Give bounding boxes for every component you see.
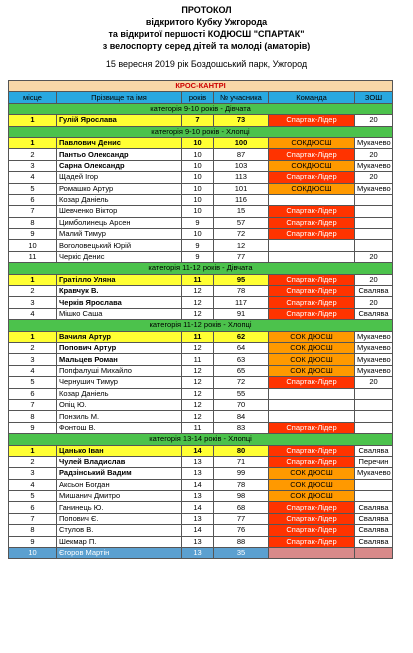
place-cell: 7: [9, 513, 57, 524]
school-cell: Мукачево: [355, 137, 393, 148]
place-cell: 8: [9, 525, 57, 536]
number-cell: 77: [214, 251, 269, 262]
name-cell: Мішко Саша: [57, 308, 182, 319]
team-cell: Спартак-Лідер: [269, 297, 355, 308]
number-cell: 72: [214, 377, 269, 388]
place-cell: 5: [9, 377, 57, 388]
table-row: [9, 206, 393, 217]
school-cell: [355, 388, 393, 399]
name-cell: Радзінський Вадим: [57, 468, 182, 479]
name-cell: Козар Даніель: [57, 194, 182, 205]
name-cell: Черкіс Денис: [57, 251, 182, 262]
place-cell: 1: [9, 137, 57, 148]
number-cell: 80: [214, 445, 269, 456]
name-cell: Мальцев Роман: [57, 354, 182, 365]
number-cell: 88: [214, 536, 269, 547]
name-cell: Аксьон Богдан: [57, 479, 182, 490]
age-cell: 13: [182, 536, 214, 547]
number-cell: 99: [214, 468, 269, 479]
age-cell: 9: [182, 217, 214, 228]
place-cell: 1: [9, 331, 57, 342]
school-cell: Свалява: [355, 308, 393, 319]
name-cell: Ганинець Ю.: [57, 502, 182, 513]
place-cell: 4: [9, 308, 57, 319]
place-cell: 4: [9, 479, 57, 490]
name-cell: Фонтош В.: [57, 422, 182, 433]
place-cell: 3: [9, 297, 57, 308]
place-cell: 10: [9, 548, 57, 559]
number-cell: 101: [214, 183, 269, 194]
school-cell: Мукачево: [355, 160, 393, 171]
number-cell: 55: [214, 388, 269, 399]
school-cell: Свалява: [355, 445, 393, 456]
name-cell: Ромашко Артур: [57, 183, 182, 194]
place-cell: 2: [9, 286, 57, 297]
table-row: [9, 172, 393, 183]
name-cell: Гратілло Уляна: [57, 274, 182, 285]
age-cell: 12: [182, 297, 214, 308]
school-cell: [355, 479, 393, 490]
table-row: [9, 160, 393, 171]
number-cell: 65: [214, 365, 269, 376]
name-cell: Стулов В.: [57, 525, 182, 536]
school-cell: [355, 206, 393, 217]
team-cell: Спартак-Лідер: [269, 456, 355, 467]
number-cell: 87: [214, 149, 269, 160]
name-cell: Чернушич Тимур: [57, 377, 182, 388]
number-cell: 76: [214, 525, 269, 536]
place-cell: 7: [9, 399, 57, 410]
age-cell: 11: [182, 274, 214, 285]
age-cell: 9: [182, 251, 214, 262]
school-cell: 20: [355, 149, 393, 160]
category-title: категорія 11-12 років - Дівчата: [9, 263, 393, 274]
school-cell: [355, 194, 393, 205]
team-cell: Спартак-Лідер: [269, 206, 355, 217]
school-cell: Свалява: [355, 525, 393, 536]
number-cell: 78: [214, 479, 269, 490]
place-cell: 3: [9, 160, 57, 171]
table-row: [9, 491, 393, 502]
age-cell: 12: [182, 286, 214, 297]
name-cell: Мишанич Дмитро: [57, 491, 182, 502]
name-cell: Павлович Денис: [57, 137, 182, 148]
table-row: [9, 513, 393, 524]
protocol-title: ПРОТОКОЛ: [181, 5, 232, 15]
number-cell: 63: [214, 354, 269, 365]
results-table: [8, 80, 393, 559]
table-row: [9, 399, 393, 410]
number-cell: 84: [214, 411, 269, 422]
age-cell: 12: [182, 377, 214, 388]
school-cell: 20: [355, 297, 393, 308]
age-cell: 9: [182, 240, 214, 251]
team-cell: [269, 399, 355, 410]
name-cell: Попович Є.: [57, 513, 182, 524]
age-cell: 14: [182, 479, 214, 490]
number-cell: 68: [214, 502, 269, 513]
number-cell: 78: [214, 286, 269, 297]
place-cell: 3: [9, 354, 57, 365]
team-cell: Спартак-Лідер: [269, 445, 355, 456]
category-row: [9, 263, 393, 274]
age-cell: 12: [182, 365, 214, 376]
age-cell: 12: [182, 342, 214, 353]
table-row: [9, 548, 393, 559]
team-cell: Спартак-Лідер: [269, 502, 355, 513]
school-cell: Свалява: [355, 286, 393, 297]
school-cell: Мукачево: [355, 183, 393, 194]
table-row: [9, 536, 393, 547]
age-cell: 11: [182, 422, 214, 433]
place-cell: 11: [9, 251, 57, 262]
table-row: [9, 456, 393, 467]
number-cell: 103: [214, 160, 269, 171]
table-row: [9, 331, 393, 342]
team-cell: Спартак-Лідер: [269, 308, 355, 319]
number-cell: 64: [214, 342, 269, 353]
table-row: [9, 137, 393, 148]
name-cell: Чулей Владислав: [57, 456, 182, 467]
age-cell: 10: [182, 149, 214, 160]
category-title: категорія 11-12 років - Хлопці: [9, 320, 393, 331]
table-row: [9, 229, 393, 240]
school-cell: [355, 217, 393, 228]
table-row: [9, 194, 393, 205]
school-cell: 20: [355, 377, 393, 388]
school-cell: Мукачево: [355, 342, 393, 353]
category-title: категорія 9-10 років - Хлопці: [9, 126, 393, 137]
school-cell: [355, 240, 393, 251]
col-header-school: ЗОШ: [355, 92, 393, 103]
age-cell: 13: [182, 491, 214, 502]
name-cell: Сарна Олександр: [57, 160, 182, 171]
age-cell: 10: [182, 183, 214, 194]
table-row: [9, 308, 393, 319]
place-cell: 6: [9, 194, 57, 205]
place-cell: 10: [9, 240, 57, 251]
place-cell: 9: [9, 536, 57, 547]
name-cell: Понзиль М.: [57, 411, 182, 422]
table-row: [9, 217, 393, 228]
name-cell: Кравчук В.: [57, 286, 182, 297]
table-row: [9, 377, 393, 388]
team-cell: [269, 548, 355, 559]
team-cell: Спартак-Лідер: [269, 115, 355, 126]
table-row: [9, 388, 393, 399]
category-row: [9, 434, 393, 445]
place-cell: 1: [9, 274, 57, 285]
place-cell: 5: [9, 491, 57, 502]
age-cell: 10: [182, 229, 214, 240]
team-cell: Спартак-Лідер: [269, 217, 355, 228]
team-cell: Спартак-Лідер: [269, 536, 355, 547]
place-cell: 6: [9, 502, 57, 513]
age-cell: 12: [182, 399, 214, 410]
name-cell: Пантьо Олександр: [57, 149, 182, 160]
age-cell: 13: [182, 513, 214, 524]
table-row: [9, 251, 393, 262]
team-cell: Спартак-Лідер: [269, 525, 355, 536]
table-row: [9, 240, 393, 251]
col-header-place: місце: [9, 92, 57, 103]
age-cell: 13: [182, 548, 214, 559]
place-cell: 6: [9, 388, 57, 399]
table-row: [9, 274, 393, 285]
name-cell: Єгоров Мартін: [57, 548, 182, 559]
number-cell: 62: [214, 331, 269, 342]
age-cell: 10: [182, 206, 214, 217]
name-cell: Козар Даніель: [57, 388, 182, 399]
name-cell: Воголовецький Юрій: [57, 240, 182, 251]
name-cell: Вачиля Артур: [57, 331, 182, 342]
table-row: [9, 183, 393, 194]
age-cell: 13: [182, 468, 214, 479]
place-cell: 2: [9, 456, 57, 467]
team-cell: Спартак-Лідер: [269, 172, 355, 183]
school-cell: [355, 399, 393, 410]
team-cell: [269, 411, 355, 422]
number-cell: 91: [214, 308, 269, 319]
team-cell: Спартак-Лідер: [269, 377, 355, 388]
place-cell: 3: [9, 468, 57, 479]
team-cell: Спартак-Лідер: [269, 229, 355, 240]
category-row: [9, 103, 393, 114]
number-cell: 77: [214, 513, 269, 524]
number-cell: 12: [214, 240, 269, 251]
school-cell: Свалява: [355, 502, 393, 513]
number-cell: 15: [214, 206, 269, 217]
protocol-date-location: 15 вересня 2019 рік Боздошський парк, Ужгород: [105, 59, 308, 69]
school-cell: [355, 422, 393, 433]
number-cell: 95: [214, 274, 269, 285]
team-cell: [269, 240, 355, 251]
name-cell: Шевченко Віктор: [57, 206, 182, 217]
name-cell: Черків Ярослава: [57, 297, 182, 308]
age-cell: 14: [182, 502, 214, 513]
name-cell: Малий Тимур: [57, 229, 182, 240]
school-cell: Мукачево: [355, 354, 393, 365]
table-row: [9, 422, 393, 433]
team-cell: Спартак-Лідер: [269, 513, 355, 524]
table-row: [9, 468, 393, 479]
school-cell: 20: [355, 172, 393, 183]
protocol-subtitle-cup: відкритого Кубку Ужгорода: [145, 17, 268, 27]
place-cell: 8: [9, 411, 57, 422]
age-cell: 10: [182, 137, 214, 148]
number-cell: 98: [214, 491, 269, 502]
team-cell: [269, 194, 355, 205]
place-cell: 2: [9, 149, 57, 160]
school-cell: 20: [355, 251, 393, 262]
school-cell: Свалява: [355, 513, 393, 524]
table-row: [9, 115, 393, 126]
age-cell: 10: [182, 160, 214, 171]
school-cell: Мукачево: [355, 468, 393, 479]
number-cell: 73: [214, 115, 269, 126]
age-cell: 14: [182, 445, 214, 456]
table-row: [9, 445, 393, 456]
team-cell: СОК ДЮСШ: [269, 491, 355, 502]
age-cell: 11: [182, 331, 214, 342]
col-header-name: Прізвище та імя: [57, 92, 182, 103]
number-cell: 72: [214, 229, 269, 240]
number-cell: 113: [214, 172, 269, 183]
age-cell: 11: [182, 354, 214, 365]
column-header-row: [9, 92, 393, 103]
age-cell: 12: [182, 411, 214, 422]
name-cell: Щадей Ігор: [57, 172, 182, 183]
table-row: [9, 354, 393, 365]
name-cell: Попфалуші Михайло: [57, 365, 182, 376]
col-header-team: Команда: [269, 92, 355, 103]
number-cell: 57: [214, 217, 269, 228]
name-cell: Гулій Ярослава: [57, 115, 182, 126]
team-cell: [269, 251, 355, 262]
table-row: [9, 502, 393, 513]
col-header-age: років: [182, 92, 214, 103]
name-cell: Попович Артур: [57, 342, 182, 353]
team-cell: СОК ДЮСШ: [269, 342, 355, 353]
protocol-subtitle-discipline: з велоспорту серед дітей та молоді (аматорів): [102, 41, 311, 51]
team-cell: СОК ДЮСШ: [269, 468, 355, 479]
place-cell: 2: [9, 342, 57, 353]
age-cell: 13: [182, 456, 214, 467]
protocol-subtitle-championship: та відкритої першості КОДЮСШ "СПАРТАК": [108, 29, 305, 39]
age-cell: 10: [182, 172, 214, 183]
school-cell: Перечин: [355, 456, 393, 467]
table-row: [9, 286, 393, 297]
school-cell: Мукачево: [355, 331, 393, 342]
place-cell: 5: [9, 183, 57, 194]
team-cell: СОКДЮСШ: [269, 183, 355, 194]
name-cell: Опіц Ю.: [57, 399, 182, 410]
table-row: [9, 525, 393, 536]
team-cell: Спартак-Лідер: [269, 274, 355, 285]
team-cell: СОК ДЮСШ: [269, 479, 355, 490]
school-cell: [355, 491, 393, 502]
team-cell: Спартак-Лідер: [269, 422, 355, 433]
team-cell: СОК ДЮСШ: [269, 354, 355, 365]
age-cell: 12: [182, 308, 214, 319]
team-cell: Спартак-Лідер: [269, 286, 355, 297]
place-cell: 9: [9, 229, 57, 240]
school-cell: Свалява: [355, 536, 393, 547]
number-cell: 83: [214, 422, 269, 433]
team-cell: Спартак-Лідер: [269, 149, 355, 160]
place-cell: 7: [9, 206, 57, 217]
age-cell: 12: [182, 388, 214, 399]
name-cell: Шекмар П.: [57, 536, 182, 547]
place-cell: 9: [9, 422, 57, 433]
table-row: [9, 149, 393, 160]
category-title: категорія 13-14 років - Хлопці: [9, 434, 393, 445]
age-cell: 7: [182, 115, 214, 126]
number-cell: 70: [214, 399, 269, 410]
table-row: [9, 342, 393, 353]
place-cell: 1: [9, 445, 57, 456]
category-row: [9, 126, 393, 137]
team-cell: СОК ДЮСШ: [269, 331, 355, 342]
number-cell: 35: [214, 548, 269, 559]
place-cell: 1: [9, 115, 57, 126]
place-cell: 4: [9, 365, 57, 376]
team-cell: [269, 388, 355, 399]
number-cell: 117: [214, 297, 269, 308]
school-cell: 20: [355, 274, 393, 285]
place-cell: 8: [9, 217, 57, 228]
school-cell: [355, 411, 393, 422]
category-title: категорія 9-10 років - Дівчата: [9, 103, 393, 114]
number-cell: 71: [214, 456, 269, 467]
school-cell: 20: [355, 115, 393, 126]
category-row: [9, 320, 393, 331]
school-cell: [355, 229, 393, 240]
table-row: [9, 297, 393, 308]
table-title-row: [9, 81, 393, 92]
number-cell: 116: [214, 194, 269, 205]
team-cell: СОКДЮСШ: [269, 137, 355, 148]
name-cell: Цимболинець Арсен: [57, 217, 182, 228]
number-cell: 100: [214, 137, 269, 148]
table-row: [9, 365, 393, 376]
name-cell: Цанько Іван: [57, 445, 182, 456]
school-cell: [355, 548, 393, 559]
age-cell: 14: [182, 525, 214, 536]
age-cell: 10: [182, 194, 214, 205]
table-row: [9, 479, 393, 490]
team-cell: СОК ДЮСШ: [269, 365, 355, 376]
place-cell: 4: [9, 172, 57, 183]
col-header-number: № учасника: [214, 92, 269, 103]
school-cell: Мукачево: [355, 365, 393, 376]
table-title: КРОС-КАНТРІ: [9, 81, 393, 92]
team-cell: СОКДЮСШ: [269, 160, 355, 171]
table-row: [9, 411, 393, 422]
